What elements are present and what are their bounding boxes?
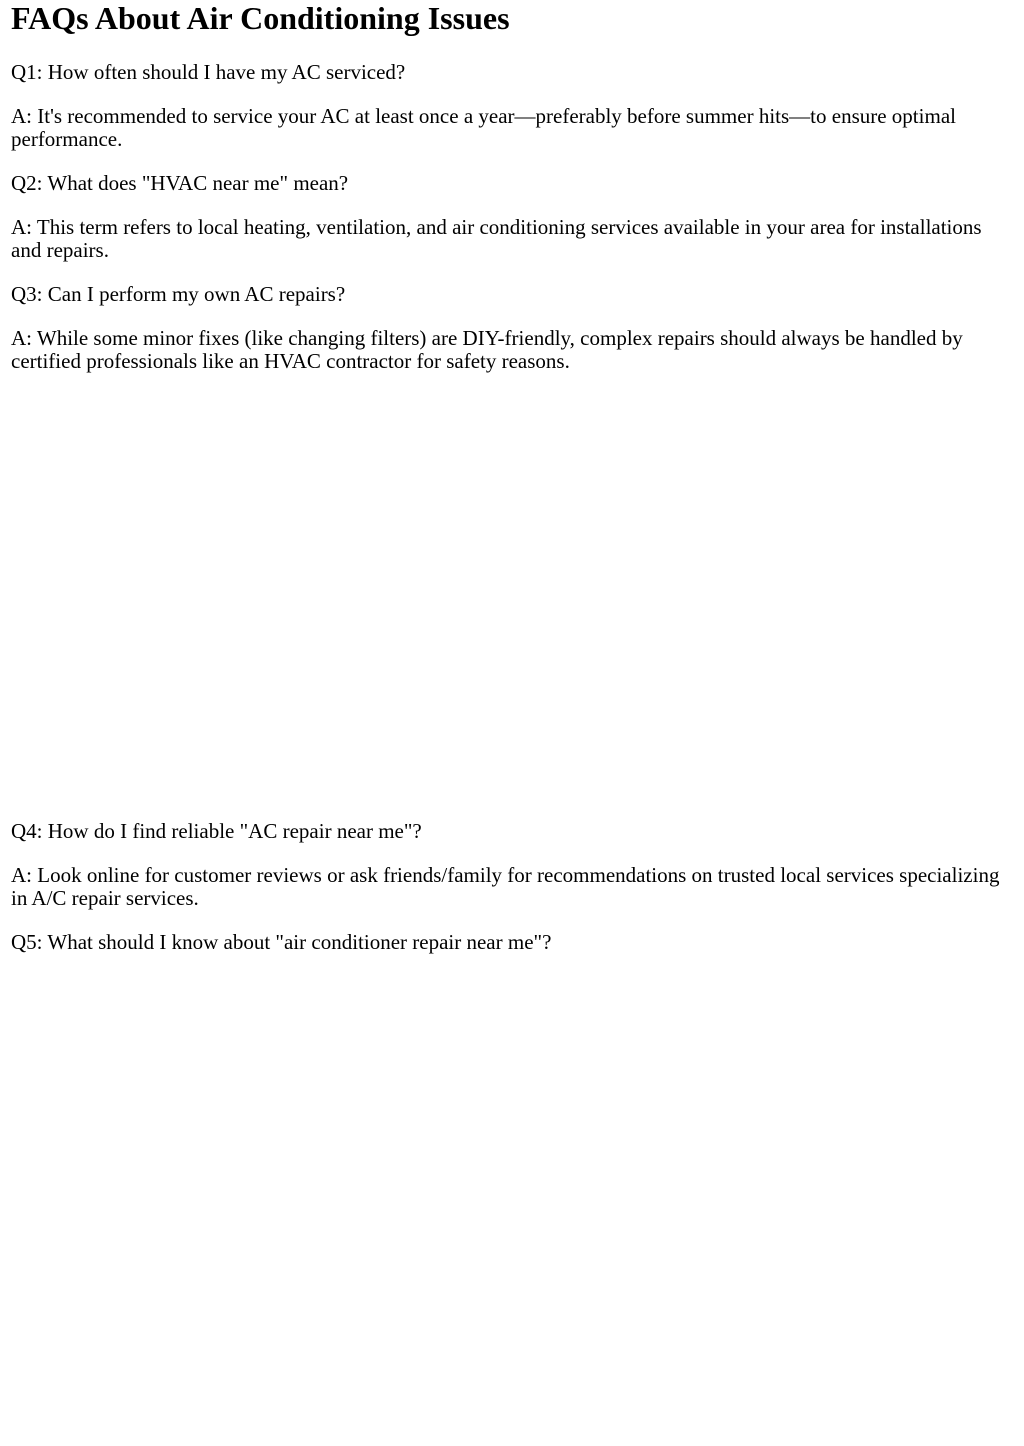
faq-question-2: Q2: What does "HVAC near me" mean? <box>11 171 349 195</box>
faq-answer-2: A: This term refers to local heating, ventilation, and air conditioning services available in your area for installations and repairs. <box>11 215 982 262</box>
faq-answer-1: A: It's recommended to service your AC at least once a year—preferably before summer hits—to ensure optimal performance. <box>11 104 956 151</box>
faq-answer-3: A: While some minor fixes (like changing filters) are DIY-friendly, complex repairs should always be handled by certified professionals like an HVAC contractor for safety reasons. <box>11 326 963 373</box>
faq-question-4: Q4: How do I find reliable "AC repair near me"? <box>11 819 422 843</box>
faq-question-5: Q5: What should I know about "air conditioner repair near me"? <box>11 930 552 954</box>
faq-question-1: Q1: How often should I have my AC serviced? <box>11 60 406 84</box>
faq-section-top <box>11 61 1013 373</box>
faq-question-3: Q3: Can I perform my own AC repairs? <box>11 282 346 306</box>
faq-answer-4: A: Look online for customer reviews or ask friends/family for recommendations on trusted local services specializing in A/C repair services. <box>11 863 1000 910</box>
faq-section-bottom <box>11 820 1013 954</box>
page-title: FAQs About Air Conditioning Issues <box>11 0 510 36</box>
